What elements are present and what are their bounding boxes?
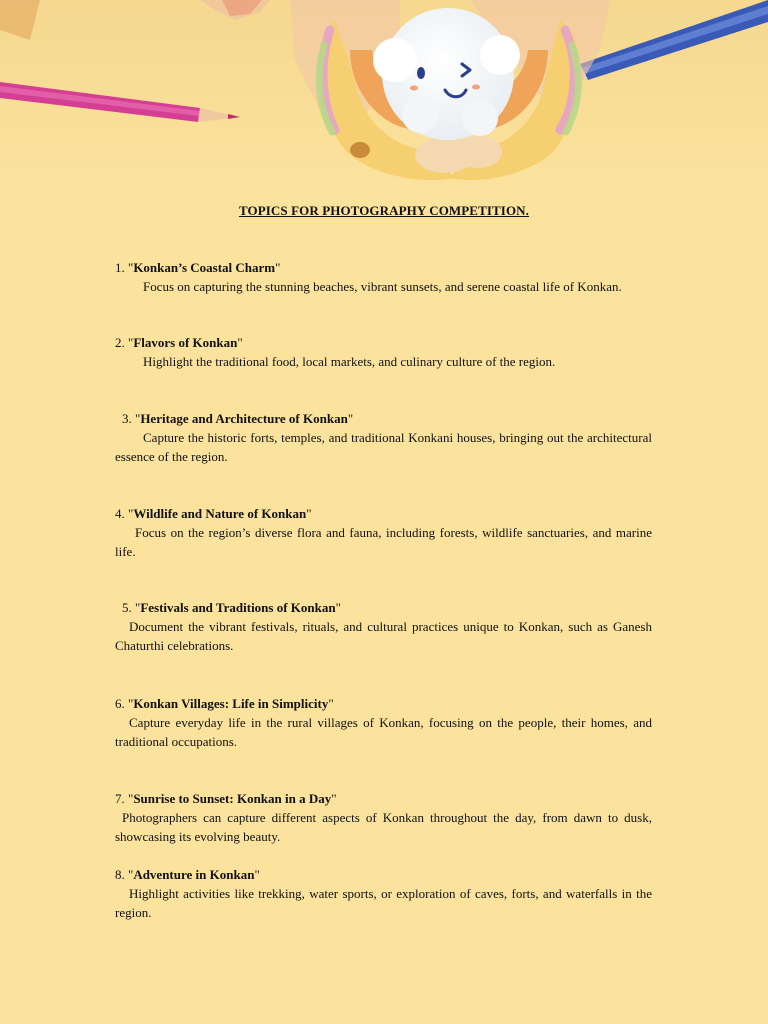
topic-item	[115, 333, 652, 371]
topic-title: Wildlife and Nature of Konkan	[133, 506, 307, 521]
open-quote: "	[135, 600, 141, 615]
topic-description: Highlight activities like trekking, water sports, or exploration of caves, forts, and waterfalls in the region.	[115, 886, 652, 920]
topic-description: Highlight the traditional food, local markets, and culinary culture of the region.	[143, 354, 556, 369]
topic-number: 1.	[115, 260, 125, 275]
header-illustration	[0, 0, 768, 200]
open-quote: "	[135, 411, 141, 426]
topic-number: 7.	[115, 791, 125, 806]
topic-item	[115, 598, 652, 655]
open-quote: "	[128, 506, 134, 521]
open-quote: "	[128, 335, 134, 350]
topic-description: Capture the historic forts, temples, and traditional Konkani houses, bringing out the architectural essence of the region.	[115, 430, 652, 464]
topic-title: Heritage and Architecture of Konkan	[140, 411, 348, 426]
topic-heading	[115, 409, 652, 428]
topic-number: 4.	[115, 506, 125, 521]
topic-title: Flavors of Konkan	[133, 335, 238, 350]
topic-heading	[115, 333, 652, 352]
topic-description: Photographers can capture different aspects of Konkan throughout the day, from dawn to dusk, showcasing its evolving beauty.	[115, 810, 652, 844]
topic-heading	[115, 504, 652, 523]
topic-title: Festivals and Traditions of Konkan	[140, 600, 336, 615]
topic-heading	[115, 789, 652, 808]
topic-description: Focus on the region’s diverse flora and fauna, including forests, wildlife sanctuaries, and marine life.	[115, 525, 652, 559]
topic-description: Document the vibrant festivals, rituals, and cultural practices unique to Konkan, such as Ganesh Chaturthi celebrations.	[115, 619, 652, 653]
topic-number: 5.	[122, 600, 132, 615]
topic-item	[115, 694, 652, 751]
topic-title: Adventure in Konkan	[133, 867, 255, 882]
topic-number: 8.	[115, 867, 125, 882]
close-quote: "	[254, 867, 260, 882]
topic-heading	[115, 258, 652, 277]
document-title: TOPICS FOR PHOTOGRAPHY COMPETITION.	[238, 203, 529, 218]
close-quote: "	[306, 506, 312, 521]
topic-heading	[115, 598, 652, 617]
close-quote: "	[237, 335, 243, 350]
close-quote: "	[335, 600, 341, 615]
close-quote: "	[328, 696, 334, 711]
topic-number: 2.	[115, 335, 125, 350]
topic-number: 3.	[122, 411, 132, 426]
topic-heading	[115, 865, 652, 884]
open-quote: "	[128, 696, 134, 711]
topic-item	[115, 504, 652, 561]
topic-description: Focus on capturing the stunning beaches, vibrant sunsets, and serene coastal life of Konkan.	[143, 279, 622, 294]
open-quote: "	[128, 260, 134, 275]
close-quote: "	[275, 260, 281, 275]
topic-title: Sunrise to Sunset: Konkan in a Day	[133, 791, 332, 806]
topic-item	[115, 865, 652, 922]
topic-item	[115, 258, 652, 296]
topic-title: Konkan Villages: Life in Simplicity	[133, 696, 329, 711]
topic-title: Konkan’s Coastal Charm	[133, 260, 276, 275]
close-quote: "	[347, 411, 354, 426]
topic-heading	[115, 694, 652, 713]
topic-description: Capture everyday life in the rural villages of Konkan, focusing on the people, their homes, and traditional occupations.	[115, 715, 652, 749]
open-quote: "	[128, 791, 134, 806]
open-quote: "	[128, 867, 134, 882]
topic-item	[115, 789, 652, 846]
topic-item	[115, 409, 652, 466]
close-quote: "	[331, 791, 337, 806]
topic-number: 6.	[115, 696, 125, 711]
